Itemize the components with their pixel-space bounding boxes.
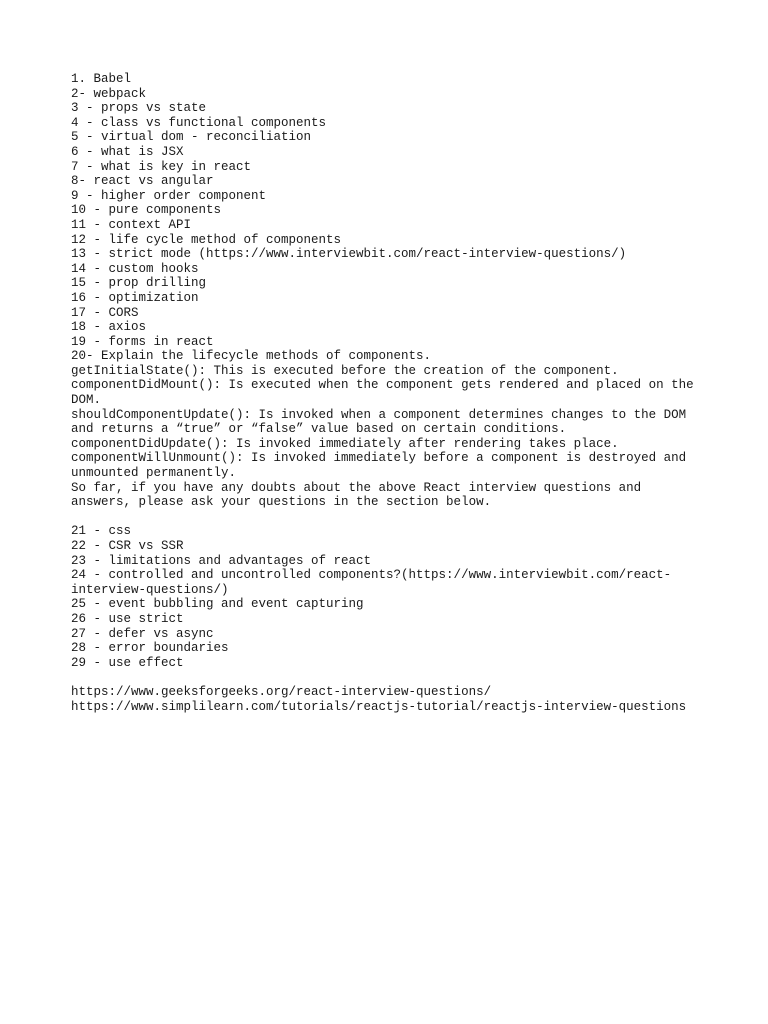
topic-line: 13 - strict mode (https://www.interviewbit.com/react-interview-questions/): [71, 247, 627, 262]
topic-line: 21 - css: [71, 524, 132, 539]
topic-line: 17 - CORS: [71, 305, 139, 320]
topic-line: 12 - life cycle method of components: [71, 232, 342, 247]
topic-line: 18 - axios: [71, 320, 147, 335]
note-line: and returns a “true” or “false” value based on certain conditions.: [71, 422, 567, 437]
topics-list-part1: [71, 72, 731, 364]
topic-line: 10 - pure components: [71, 203, 222, 218]
topic-line: 25 - event bubbling and event capturing: [71, 597, 364, 612]
reference-link: https://www.simplilearn.com/tutorials/reactjs-tutorial/reactjs-interview-questions: [71, 699, 687, 714]
topic-line: 7 - what is key in react: [71, 159, 252, 174]
topic-line: 28 - error boundaries: [71, 641, 229, 656]
topic-line: 24 - controlled and uncontrolled components?(https://www.interviewbit.com/react-: [71, 568, 672, 583]
topic-line: 23 - limitations and advantages of react: [71, 553, 372, 568]
topic-line: 3 - props vs state: [71, 101, 207, 116]
topic-line: 1. Babel: [71, 72, 132, 86]
topics-list-part2: [71, 524, 731, 670]
document-page: [71, 72, 731, 714]
topic-line: 27 - defer vs async: [71, 626, 214, 641]
topic-line: 29 - use effect: [71, 655, 184, 670]
note-line: DOM.: [71, 393, 102, 408]
note-line: componentDidUpdate(): Is invoked immediately after rendering takes place.: [71, 436, 619, 451]
topic-line: 9 - higher order component: [71, 188, 267, 203]
topic-line: 2- webpack: [71, 86, 147, 101]
reference-links: [71, 685, 731, 714]
topic-line: 8- react vs angular: [71, 174, 214, 189]
note-line: componentDidMount(): Is executed when the component gets rendered and placed on the: [71, 378, 694, 393]
note-line: getInitialState(): This is executed before the creation of the component.: [71, 363, 619, 378]
blank-line: [71, 510, 731, 525]
topic-line: 14 - custom hooks: [71, 261, 199, 276]
topic-line: 20- Explain the lifecycle methods of components.: [71, 349, 432, 364]
topic-line: 11 - context API: [71, 217, 192, 232]
topic-line: 15 - prop drilling: [71, 276, 207, 291]
note-line: So far, if you have any doubts about the above React interview questions and: [71, 480, 642, 495]
topic-line: interview-questions/): [71, 582, 229, 597]
note-line: unmounted permanently.: [71, 466, 237, 481]
note-line: answers, please ask your questions in the section below.: [71, 495, 492, 510]
topic-line: 6 - what is JSX: [71, 144, 184, 159]
reference-link: https://www.geeksforgeeks.org/react-interview-questions/: [71, 684, 492, 699]
blank-line: [71, 670, 731, 685]
topic-line: 16 - optimization: [71, 290, 199, 305]
note-line: componentWillUnmount(): Is invoked immediately before a component is destroyed and: [71, 451, 687, 466]
topic-line: 19 - forms in react: [71, 334, 214, 349]
topic-line: 4 - class vs functional components: [71, 115, 327, 130]
lifecycle-notes: [71, 364, 731, 510]
topic-line: 5 - virtual dom - reconciliation: [71, 130, 312, 145]
note-line: shouldComponentUpdate(): Is invoked when a component determines changes to the DOM: [71, 407, 687, 422]
topic-line: 22 - CSR vs SSR: [71, 539, 184, 553]
topic-line: 26 - use strict: [71, 611, 184, 626]
